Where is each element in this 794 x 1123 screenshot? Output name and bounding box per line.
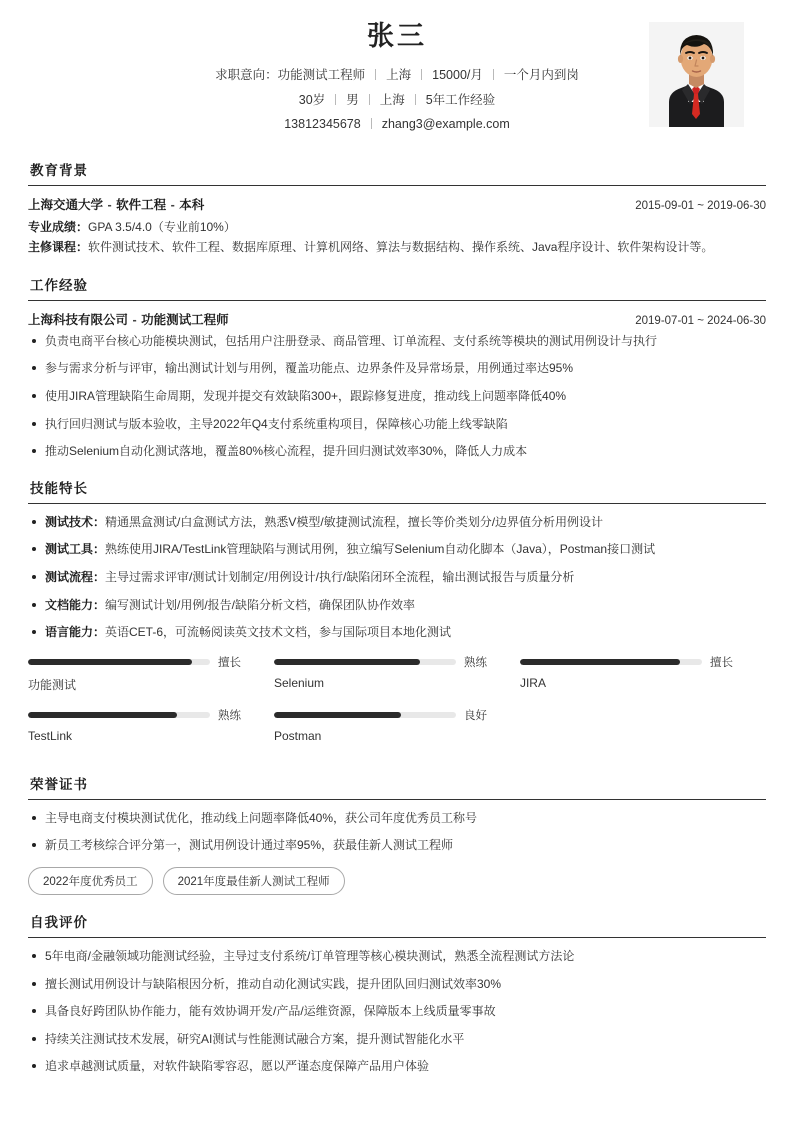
school-name: 上海交通大学 bbox=[28, 197, 104, 212]
section-title-honors: 荣誉证书 bbox=[30, 776, 88, 792]
divider bbox=[369, 94, 370, 105]
skill-bar-track bbox=[28, 712, 210, 718]
skill-label: 语言能力： bbox=[45, 625, 106, 640]
skill-text: 熟练使用JIRA/TestLink管理缺陷与测试用例，独立编写Selenium自动化脚本（Java），Postman接口测试 bbox=[105, 542, 656, 557]
skill-bar-fill bbox=[274, 712, 401, 718]
objective-label: 求职意向： bbox=[215, 68, 278, 83]
skill-bar-row bbox=[28, 707, 244, 723]
skill-bar-track bbox=[274, 659, 456, 665]
skill-bar-track bbox=[28, 659, 210, 665]
section-self-evaluation bbox=[28, 911, 766, 1076]
objective-item-3: 一个月内到岗 bbox=[503, 68, 579, 83]
list-item: 主导电商支付模块测试优化，推动线上问题率降低40%，获公司年度优秀员工称号 bbox=[28, 809, 766, 828]
work-date-range: 2019-07-01 ~ 2024-06-30 bbox=[635, 314, 766, 327]
skill-bar-fill bbox=[520, 659, 680, 665]
personal-item-1: 男 bbox=[346, 92, 359, 107]
summary-bullet-list bbox=[28, 947, 766, 1076]
skill-label: 测试技术： bbox=[45, 514, 106, 529]
list-item: 5年电商/金融领域功能测试经验，主导过支付系统/订单管理等核心模块测试，熟悉全流程测试方法论 bbox=[28, 947, 766, 966]
divider bbox=[421, 69, 422, 80]
avatar bbox=[649, 22, 744, 127]
section-divider bbox=[28, 799, 766, 800]
skill-bar-fill bbox=[274, 659, 420, 665]
objective-item-2: 15000/月 bbox=[432, 68, 483, 83]
skill-bar-name: Selenium bbox=[273, 675, 325, 690]
skill-bar-level: 擅长 bbox=[217, 656, 241, 669]
gpa-label: 专业成绩： bbox=[28, 219, 89, 234]
skill-bar-track bbox=[520, 659, 702, 665]
work-bullet-list bbox=[28, 332, 766, 461]
personal-line bbox=[148, 88, 646, 112]
skill-bar-name: 功能测试 bbox=[28, 677, 77, 692]
honor-tag-list bbox=[28, 867, 766, 895]
list-item: 具备良好跨团队协作能力，能有效协调开发/产品/运维资源，保障版本上线质量零事故 bbox=[28, 1002, 766, 1021]
courses-value: 软件测试技术、软件工程、数据库原理、计算机网络、算法与数据结构、操作系统、Java程序设计、软件架构设计等。 bbox=[88, 240, 714, 255]
education-courses-line bbox=[28, 237, 766, 258]
text-separator: - bbox=[167, 197, 179, 212]
personal-item-2: 上海 bbox=[379, 92, 405, 107]
contact-line bbox=[148, 112, 646, 136]
skill-bar-row bbox=[274, 654, 490, 670]
skill-label: 文档能力： bbox=[45, 597, 106, 612]
divider bbox=[371, 118, 372, 129]
skill-bar-level: 良好 bbox=[463, 709, 487, 722]
skill-bar-track bbox=[274, 712, 456, 718]
status-badge: 2022年度优秀员工 bbox=[28, 867, 153, 895]
divider bbox=[375, 69, 376, 80]
education-entry-title bbox=[28, 195, 204, 213]
list-item: 使用JIRA管理缺陷生命周期，发现并提交有效缺陷300+，跟踪修复进度，推动线上问题率降低40% bbox=[28, 387, 766, 406]
job-position: 功能测试工程师 bbox=[141, 312, 229, 327]
list-item: 追求卓越测试质量，对软件缺陷零容忍，愿以严谨态度保障产品用户体验 bbox=[28, 1057, 766, 1076]
section-work-experience bbox=[28, 274, 766, 461]
status-badge: 2021年度最佳新人测试工程师 bbox=[163, 867, 345, 895]
list-item bbox=[28, 513, 766, 532]
skill-bar-row bbox=[274, 707, 490, 723]
objective-item-1: 上海 bbox=[386, 68, 412, 83]
objective-item-0: 功能测试工程师 bbox=[277, 68, 366, 83]
skill-bar-name: TestLink bbox=[28, 728, 73, 743]
skill-bar-fill bbox=[28, 712, 177, 718]
section-title-work: 工作经验 bbox=[30, 277, 88, 293]
text-separator: - bbox=[129, 312, 141, 327]
list-item: 持续关注测试技术发展，研究AI测试与性能测试融合方案，提升测试智能化水平 bbox=[28, 1030, 766, 1049]
section-divider bbox=[28, 185, 766, 186]
skill-bar-name: JIRA bbox=[519, 675, 546, 690]
page-title: 张三 bbox=[367, 21, 427, 51]
list-item: 执行回归测试与版本验收，主导2022年Q4支付系统重构项目，保障核心功能上线零缺陷 bbox=[28, 415, 766, 434]
list-item bbox=[28, 540, 766, 559]
gpa-value: GPA 3.5/4.0（专业前10%） bbox=[88, 219, 236, 234]
skill-text: 主导过需求评审/测试计划制定/用例设计/执行/缺陷闭环全流程，输出测试报告与质量分析 bbox=[105, 569, 575, 584]
avatar-illustration bbox=[649, 22, 744, 127]
work-entry-head bbox=[28, 310, 766, 328]
honors-bullet-list bbox=[28, 809, 766, 855]
section-title-skills: 技能特长 bbox=[30, 480, 88, 496]
resume-header bbox=[28, 18, 766, 143]
courses-label: 主修课程： bbox=[28, 240, 89, 255]
section-divider bbox=[28, 503, 766, 504]
skill-text: 英语CET-6，可流畅阅读英文技术文档，参与国际项目本地化测试 bbox=[105, 625, 452, 640]
list-item: 新员工考核综合评分第一，测试用例设计通过率95%，获最佳新人测试工程师 bbox=[28, 836, 766, 855]
skill-bar-cell bbox=[274, 654, 520, 693]
list-item bbox=[28, 596, 766, 615]
section-title-summary: 自我评价 bbox=[30, 914, 88, 930]
skill-bar-cell bbox=[520, 654, 766, 693]
list-item: 擅长测试用例设计与缺陷根因分析，推动自动化测试实践，提升团队回归测试效率30% bbox=[28, 975, 766, 994]
education-entry-head bbox=[28, 195, 766, 213]
skill-bar-fill bbox=[28, 659, 192, 665]
skill-label: 测试工具： bbox=[45, 542, 106, 557]
section-honors bbox=[28, 773, 766, 895]
skill-bar-level: 熟练 bbox=[217, 709, 241, 722]
personal-item-3: 5年工作经验 bbox=[425, 92, 496, 107]
objective-line bbox=[148, 63, 646, 87]
skill-bar-level: 熟练 bbox=[463, 656, 487, 669]
personal-item-0: 30岁 bbox=[298, 92, 326, 107]
major-name: 软件工程 bbox=[116, 197, 167, 212]
skill-bar-cell bbox=[28, 654, 274, 693]
list-item: 推动Selenium自动化测试落地，覆盖80%核心流程，提升回归测试效率30%，降低人力成本 bbox=[28, 442, 766, 461]
email-address: zhang3@example.com bbox=[381, 117, 510, 132]
skill-bar-cell bbox=[274, 707, 520, 743]
skills-bullet-list bbox=[28, 513, 766, 642]
skill-bar-row bbox=[28, 654, 244, 670]
list-item bbox=[28, 568, 766, 587]
section-education bbox=[28, 159, 766, 258]
work-entry-title bbox=[28, 310, 229, 328]
section-title-education: 教育背景 bbox=[30, 162, 88, 178]
skill-text: 精通黑盒测试/白盒测试方法，熟悉V模型/敏捷测试流程，擅长等价类划分/边界值分析用例设计 bbox=[105, 514, 604, 529]
education-date-range: 2015-09-01 ~ 2019-06-30 bbox=[635, 199, 766, 212]
list-item: 负责电商平台核心功能模块测试，包括用户注册登录、商品管理、订单流程、支付系统等模块的测试用例设计与执行 bbox=[28, 332, 766, 351]
section-skills bbox=[28, 477, 766, 757]
list-item bbox=[28, 623, 766, 642]
phone-number: 13812345678 bbox=[284, 117, 361, 132]
skill-bar-grid bbox=[28, 654, 766, 757]
company-name: 上海科技有限公司 bbox=[28, 312, 129, 327]
divider bbox=[335, 94, 336, 105]
degree-name: 本科 bbox=[179, 197, 205, 212]
skill-bar-row bbox=[520, 654, 736, 670]
skill-bar-level: 擅长 bbox=[709, 656, 733, 669]
education-gpa-line bbox=[28, 217, 766, 238]
text-separator: - bbox=[104, 197, 116, 212]
divider bbox=[493, 69, 494, 80]
section-divider bbox=[28, 300, 766, 301]
list-item: 参与需求分析与评审，输出测试计划与用例，覆盖功能点、边界条件及异常场景，用例通过率达95% bbox=[28, 359, 766, 378]
skill-bar-name: Postman bbox=[273, 728, 322, 743]
divider bbox=[415, 94, 416, 105]
skill-label: 测试流程： bbox=[45, 569, 106, 584]
skill-bar-cell bbox=[28, 707, 274, 743]
skill-text: 编写测试计划/用例/报告/缺陷分析文档，确保团队协作效率 bbox=[105, 597, 416, 612]
section-divider bbox=[28, 937, 766, 938]
